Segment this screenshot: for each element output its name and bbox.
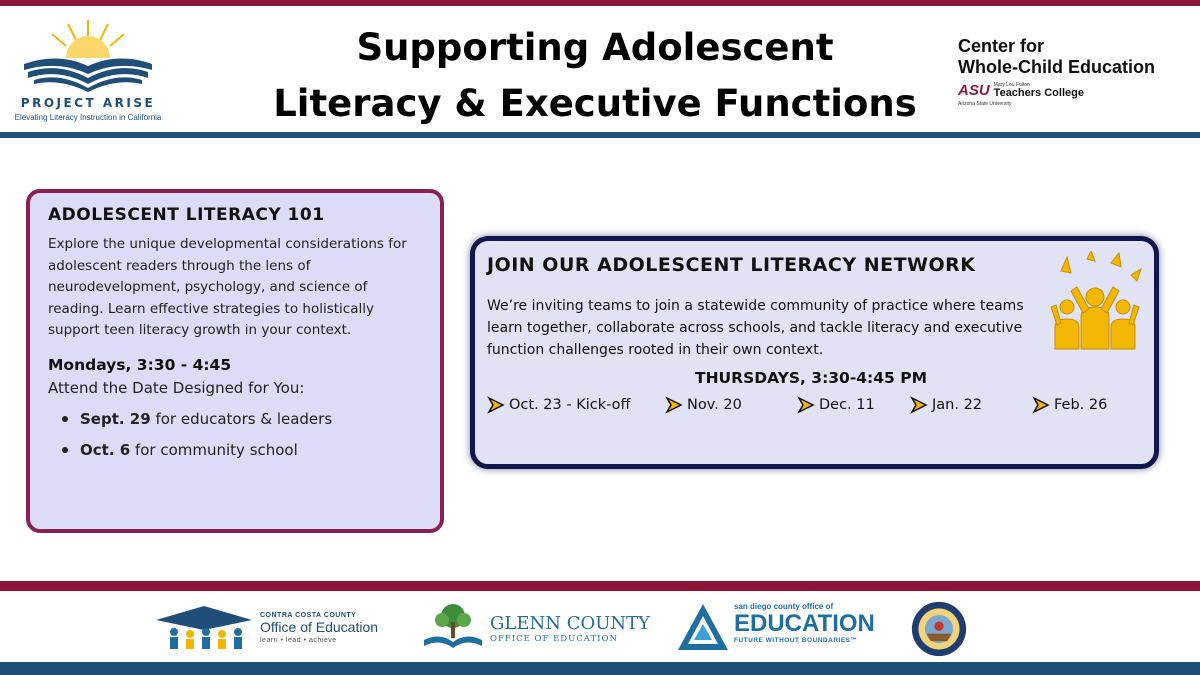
card-schedule: Mondays, 3:30 - 4:45 <box>48 355 232 374</box>
chevron-right-icon <box>487 396 505 414</box>
network-date: Jan. 22 <box>932 397 983 413</box>
cwce-line2: Whole-Child Education <box>958 57 1155 77</box>
session-audience: for educators & leaders <box>150 409 333 428</box>
top-maroon-bar <box>0 0 1200 6</box>
network-description: We’re inviting teams to join a statewide community of practice where teams learn together, collaborate across schools, and tackle literacy and executive function challenges rooted in their own context. <box>487 298 1024 358</box>
cwce-line1: Center for <box>958 36 1045 56</box>
adolescent-literacy-101-card <box>26 189 444 533</box>
network-date-item <box>487 396 630 414</box>
card-description: Explore the unique developmental considerations for adolescent readers through the lens of neurodevelopment, psychology, and science of reading. Learn effective strategies to holistically support teen literacy growth in your context. <box>48 236 407 338</box>
contra-costa-tagline: learn • lead • achieve <box>260 637 337 644</box>
tree-book-icon <box>420 602 486 652</box>
project-arise-logo <box>12 16 164 122</box>
san-diego-line2: EDUCATION <box>734 610 875 637</box>
network-date: Oct. 23 - Kick-off <box>509 397 631 413</box>
cheering-people-icon <box>1047 251 1143 351</box>
asu-mark: ASU <box>958 82 990 99</box>
chevron-right-icon <box>665 396 683 414</box>
glenn-line1: GLENN COUNTY <box>490 613 651 634</box>
cwce-logo <box>958 36 1186 116</box>
state-seal-icon <box>908 600 970 658</box>
asu-university: Arizona State University <box>958 101 1012 107</box>
list-item <box>62 404 424 435</box>
bullet-icon <box>62 447 68 453</box>
network-schedule: THURSDAYS, 3:30-4:45 PM <box>695 369 928 387</box>
bullet-icon <box>62 416 68 422</box>
project-arise-tagline: Elevating Literacy Instruction in California <box>14 113 162 122</box>
san-diego-line3: FUTURE WITHOUT BOUNDARIES™ <box>734 637 858 644</box>
asu-small-text: Mary Lou Fulton <box>993 81 1030 88</box>
session-date: Sept. 29 <box>80 409 151 428</box>
network-title: JOIN OUR ADOLESCENT LITERACY NETWORK <box>487 254 976 276</box>
network-date-item <box>797 396 875 414</box>
session-audience: for community school <box>130 440 298 459</box>
asu-college-name: Teachers College <box>993 86 1084 99</box>
contra-costa-line2: Office of Education <box>260 619 379 635</box>
session-list <box>48 404 424 466</box>
contra-costa-coe-logo <box>152 600 392 658</box>
asu-teachers-college <box>958 82 1186 99</box>
list-item <box>62 435 424 466</box>
network-date-item <box>1032 396 1107 414</box>
chevron-right-icon <box>1032 396 1050 414</box>
literacy-network-card <box>470 236 1159 469</box>
network-date: Feb. 26 <box>1054 397 1108 413</box>
project-arise-name: PROJECT ARISE <box>20 96 156 110</box>
network-date: Dec. 11 <box>819 397 875 413</box>
network-date: Nov. 20 <box>687 397 742 413</box>
san-diego-line1: san diego county office of <box>734 602 834 611</box>
glenn-line2: OFFICE OF EDUCATION <box>490 634 618 644</box>
san-diego-coe-logo <box>676 600 882 658</box>
network-date-item <box>910 396 982 414</box>
network-date-item <box>665 396 742 414</box>
card-attend-text: Attend the Date Designed for You: <box>48 378 305 397</box>
graduation-cap-people-icon <box>152 604 256 652</box>
chevron-right-icon <box>910 396 928 414</box>
open-book-sun-icon <box>18 16 158 94</box>
chevron-right-icon <box>797 396 815 414</box>
page-title-line1: Supporting Adolescent <box>356 26 834 69</box>
bottom-navy-bar <box>0 662 1200 675</box>
page-title-line2: Literacy & Executive Functions <box>273 82 917 125</box>
glenn-county-coe-logo <box>420 600 651 658</box>
card-title: ADOLESCENT LITERACY 101 <box>48 205 325 225</box>
triangle-logo-icon <box>676 602 730 652</box>
header-divider-bar <box>0 132 1200 138</box>
session-date: Oct. 6 <box>80 440 131 459</box>
contra-costa-line1: CONTRA COSTA COUNTY <box>260 612 357 619</box>
footer-maroon-bar <box>0 581 1200 591</box>
